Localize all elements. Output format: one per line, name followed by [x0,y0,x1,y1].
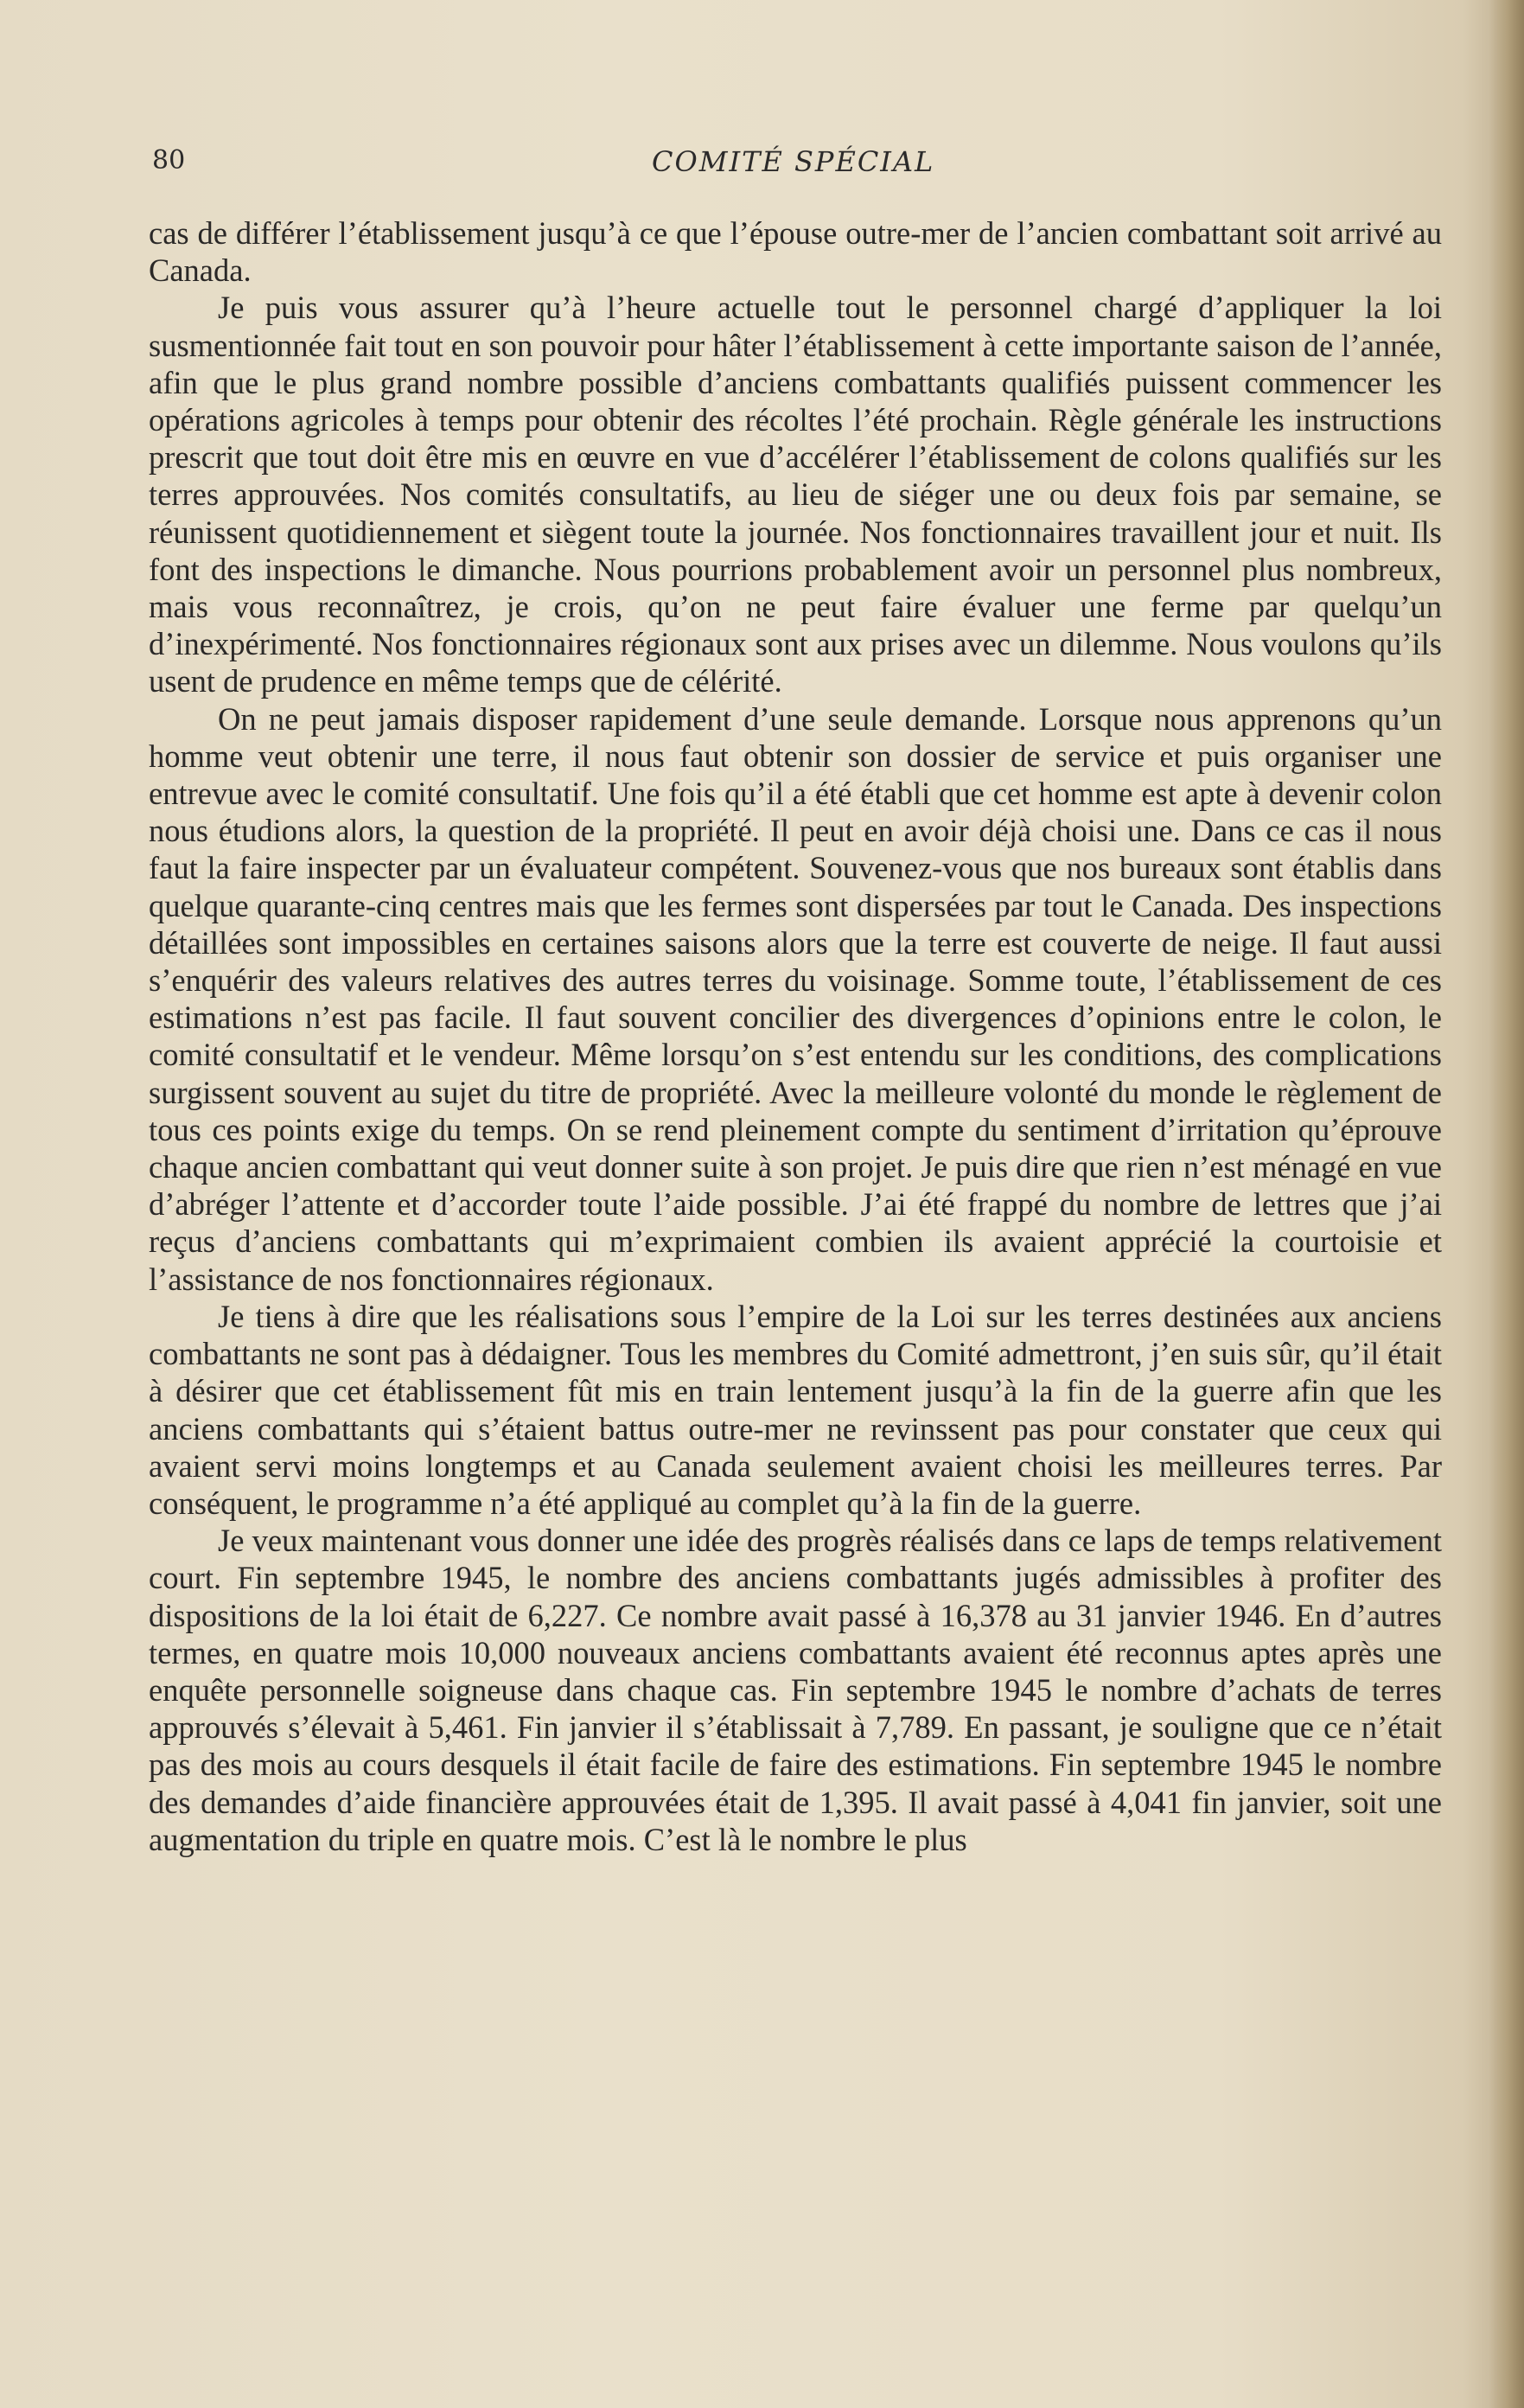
page-header [152,145,1449,187]
paragraph: Je puis vous assurer qu’à l’heure actuelle tout le personnel chargé d’appliquer la loi susmentionnée fait tout en son pouvoir pour hâter l’établissement à cette importante saison de l’année, afin que le plus grand nombre possible d’anciens combattants qualifiés puissent commencer les opérations agricoles à temps pour obtenir des récoltes l’été prochain. Règle générale les instructions prescrit que tout doit être mis en œuvre en vue d’accélérer l’établissement de colons qualifiés sur les terres approuvées. Nos comités consultatifs, au lieu de siéger une ou deux fois par semaine, se réunissent quotidiennement et siègent toute la journée. Nos fonctionnaires travaillent jour et nuit. Ils font des inspections le dimanche. Nous pourrions probablement avoir un personnel plus nombreux, mais vous reconnaîtrez, je crois, qu’on ne peut faire évaluer une ferme par quelqu’un d’inexpérimenté. Nos fonctionnaires régionaux sont aux prises avec un dilemme. Nous voulons qu’ils usent de prudence en même temps que de célérité. [149,290,1442,699]
paragraph: On ne peut jamais disposer rapidement d’une seule demande. Lorsque nous apprenons qu’un homme veut obtenir une terre, il nous faut obtenir son dossier de service et puis organiser une entrevue avec le comité consultatif. Une fois qu’il a été établi que cet homme est apte à devenir colon nous étudions alors, la question de la propriété. Il peut en avoir déjà choisi une. Dans ce cas il nous faut la faire inspecter par un évaluateur compétent. Souvenez-vous que nos bureaux sont établis dans quelque quarante-cinq centres mais que les fermes sont dispersées par tout le Canada. Des inspections détaillées sont impossibles en certaines saisons alors que la terre est couverte de neige. Il faut aussi s’enquérir des valeurs relatives des autres terres du voisinage. Somme toute, l’établissement de ces estimations n’est pas facile. Il faut souvent concilier des divergences d’opinions entre le colon, le comité consultatif et le vendeur. Même lorsqu’on s’est entendu sur les conditions, des complications surgissent souvent au sujet du titre de propriété. Avec la meilleure volonté du monde le règlement de tous ces points exige du temps. On se rend pleinement compte du sentiment d’irritation qu’éprouve chaque ancien combattant qui veut donner suite à son projet. Je puis dire que rien n’est ménagé en vue d’abréger l’attente et d’accorder toute l’aide possible. J’ai été frappé du nombre de lettres que j’ai reçus d’anciens combattants qui m’exprimaient combien ils avaient apprécié la courtoisie et l’assistance de nos fonctionnaires régionaux. [149,700,1442,1297]
paragraph-continuation: cas de différer l’établissement jusqu’à ce que l’épouse outre-mer de l’ancien combattant soit arrivé au Canada. [149,215,1442,289]
paragraph: Je tiens à dire que les réalisations sous l’empire de la Loi sur les terres destinées aux anciens combattants ne sont pas à dédaigner. Tous les membres du Comité admettront, j’en suis sûr, qu’il était à désirer que cet établissement fût mis en train lentement jusqu’à la fin de la guerre afin que les anciens combattants qui s’étaient battus outre-mer ne revinssent pas pour constater que ceux qui avaient servi moins longtemps et au Canada seulement avaient choisi les meilleures terres. Par conséquent, le programme n’a été appliqué au complet qu’à la fin de la guerre. [149,1298,1442,1521]
paragraph: Je veux maintenant vous donner une idée des progrès réalisés dans ce laps de temps relativement court. Fin septembre 1945, le nombre des anciens combattants jugés admissibles à profiter des dispositions de la loi était de 6,227. Ce nombre avait passé à 16,378 au 31 janvier 1946. En d’autres termes, en quatre mois 10,000 nouveaux anciens combattants avaient été reconnus aptes après une enquête personnelle soigneuse dans chaque cas. Fin septembre 1945 le nombre d’achats de terres approuvés s’élevait à 5,461. Fin janvier il s’établissait à 7,789. En passant, je souligne que ce n’était pas des mois au cours desquels il était facile de faire des estimations. Fin septembre 1945 le nombre des demandes d’aide financière approuvées était de 1,395. Il avait passé à 4,041 fin janvier, soit une augmentation du triple en quatre mois. C’est là le nombre le plus [149,1523,1442,1857]
page-edge-shadow [1489,0,1524,2408]
page-number: 80 [152,145,186,176]
body-text [149,214,1442,1858]
running-head: COMITÉ SPÉCIAL [652,145,935,178]
